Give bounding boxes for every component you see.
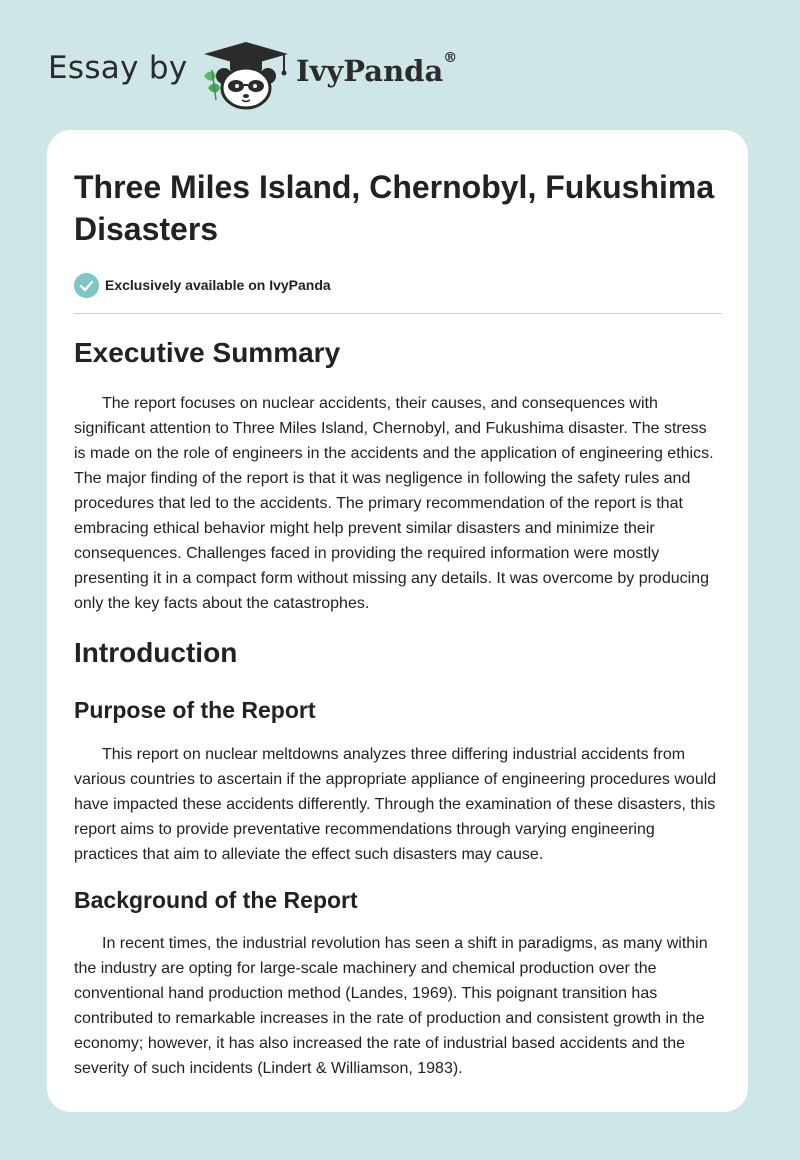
section-heading-executive-summary: Executive Summary bbox=[74, 337, 341, 368]
brand-name[interactable] bbox=[296, 50, 458, 88]
section-heading-introduction: Introduction bbox=[74, 637, 238, 668]
exclusive-badge bbox=[74, 272, 722, 298]
brand-text: IvyPanda bbox=[296, 54, 444, 88]
subsection-heading-background: Background of the Report bbox=[74, 887, 358, 913]
checkmark-circle-icon bbox=[74, 273, 99, 298]
exclusive-badge-label: Exclusively available on IvyPanda bbox=[105, 277, 331, 293]
executive-summary-paragraph: The report focuses on nuclear accidents, their causes, and consequences with significant attention to Three Miles Island, Chernobyl, and Fukushima disaster. The stress is made on the role of engineers in the accidents and the application of engineering ethics. The major finding of the report is that it was negligence in following the safety rules and procedures that led to the accidents. The primary recommendation of the report is that embracing ethical behavior might help prevent similar disasters and minimize their consequences. Challenges faced in providing the required information were mostly presenting it in a compact form without missing any details. It was overcome by producing only the key facts about the catastrophes. bbox=[74, 395, 714, 612]
site-header bbox=[0, 0, 800, 130]
page-title: Three Miles Island, Chernobyl, Fukushima Disasters bbox=[74, 169, 715, 247]
panda-graduate-icon[interactable] bbox=[200, 36, 292, 110]
registered-mark: ® bbox=[443, 50, 458, 66]
essay-by-label: Essay by bbox=[48, 50, 188, 86]
subsection-heading-purpose: Purpose of the Report bbox=[74, 697, 316, 723]
background-paragraph: In recent times, the industrial revolution has seen a shift in paradigms, as many within the industry are opting for large-scale machinery and chemical production over the conventional hand production method (Landes, 1969). This poignant transition has contributed to remarkable increases in the rate of production and consistent growth in the economy; however, it has also increased the rate of industrial based accidents and the severity of such incidents (Lindert & Williamson, 1983). bbox=[74, 935, 708, 1077]
purpose-paragraph: This report on nuclear meltdowns analyzes three differing industrial accidents from various countries to ascertain if the appropriate appliance of engineering procedures would have impacted these accidents differently. Through the examination of these disasters, this report aims to provide preventative recommendations through varying engineering practices that aim to alleviate the effect such disasters may cause. bbox=[74, 746, 717, 863]
divider bbox=[74, 313, 722, 314]
essay-card bbox=[47, 130, 748, 1112]
